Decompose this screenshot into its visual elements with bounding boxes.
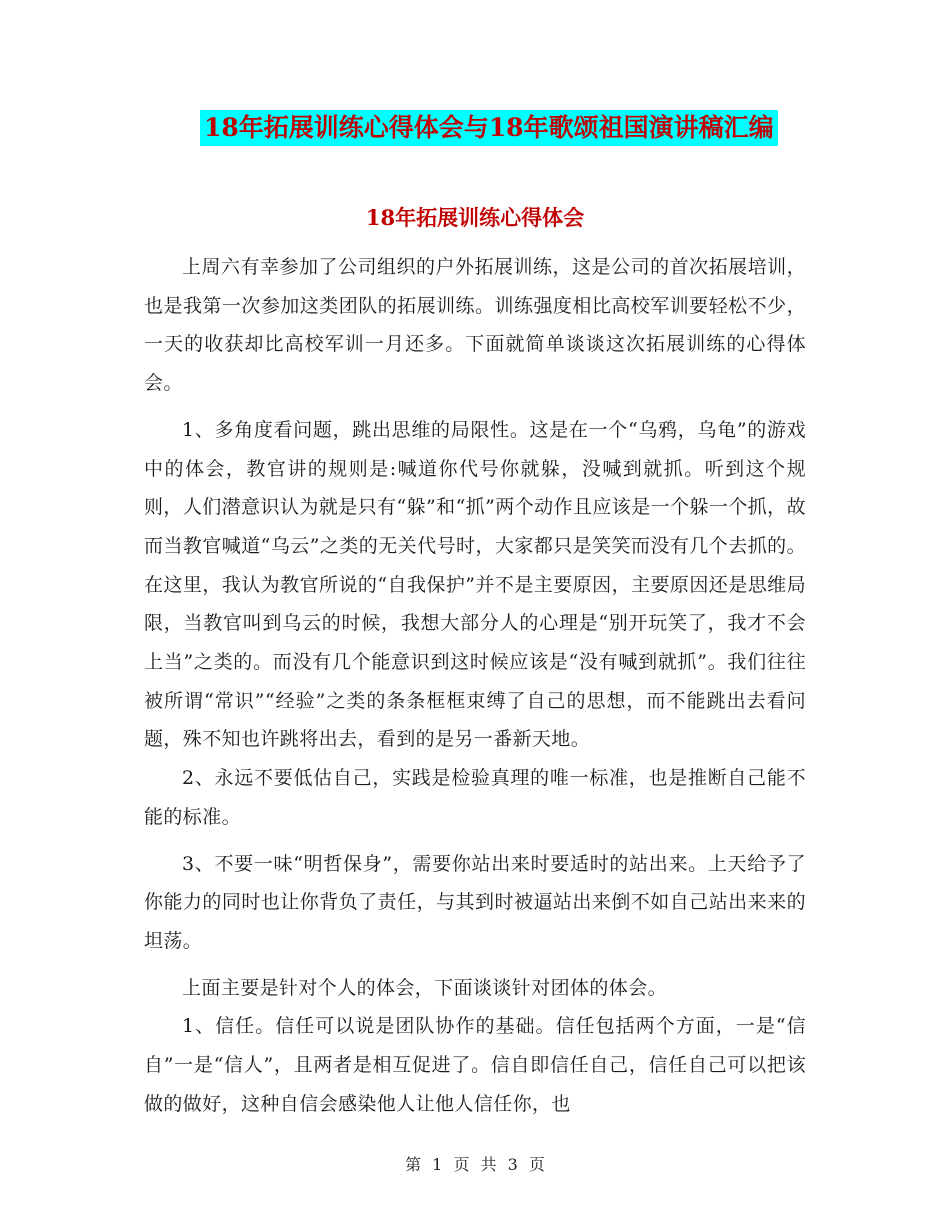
document-body [144,248,806,1123]
document-title: 18年拓展训练心得体会与18年歌颂祖国演讲稿汇编 [200,110,778,146]
paragraph-transition: 上面主要是针对个人的体会，下面谈谈针对团体的体会。 [182,976,668,999]
paragraph-team-trust: 1、信任。信任可以说是团队协作的基础。信任包括两个方面，一是“信自”一是“信人”，且两者是相互促进了。信自即信任自己，信任自己可以把该做的做好，这种自信会感染他人让他人信任你，也 [144,1015,806,1115]
paragraph-point-2: 2、永远不要低估自己，实践是检验真理的唯一标准，也是推断自己能不能的标准。 [144,767,806,828]
paragraph-intro: 上周六有幸参加了公司组织的户外拓展训练，这是公司的首次拓展培训，也是我第一次参加这类团队的拓展训练。训练强度相比高校军训要轻松不少，一天的收获却比高校军训一月还多。下面就简单谈谈这次拓展训练的心得体会。 [144,256,806,395]
section-heading: 18年拓展训练心得体会 [365,205,585,230]
page-number-footer: 第 1 页 共 3 页 [405,1155,545,1174]
paragraph-point-3: 3、不要一味“明哲保身”，需要你站出来时要适时的站出来。上天给予了你能力的同时也让你背负了责任，与其到时被逼站出来倒不如自己站出来来的坦荡。 [144,852,806,952]
paragraph-point-1: 1、多角度看问题，跳出思维的局限性。这是在一个“乌鸦，乌龟”的游戏中的体会，教官讲的规则是:喊道你代号你就躲，没喊到就抓。听到这个规则，人们潜意识认为就是只有“躲”和“抓”两个动作且应该是一个躲一个抓，故而当教官喊道“乌云”之类的无关代号时，大家都只是笑笑而没有几个去抓的。在这里，我认为教官所说的“自我保护”并不是主要原因，主要原因还是思维局限，当教官叫到乌云的时候，我想大部分人的心理是“别开玩笑了，我才不会上当”之类的。而没有几个能意识到这时候应该是“没有喊到就抓”。我们往往被所谓“常识”“经验”之类的条条框框束缚了自己的思想，而不能跳出去看问题，殊不知也许跳将出去，看到的是另一番新天地。 [144,418,806,751]
